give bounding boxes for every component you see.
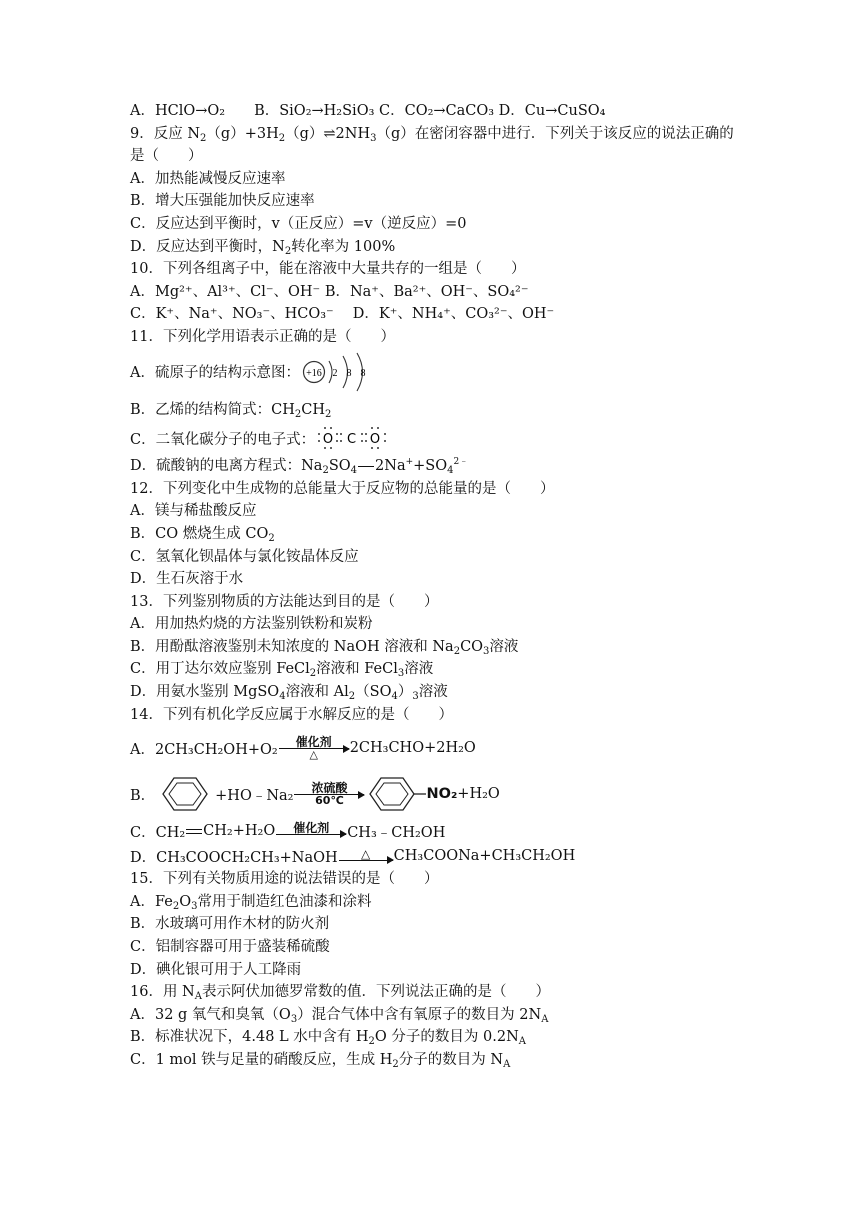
subscript: 2 [284,245,292,257]
q9-option-b: B．增大压强能加快反应速率 [130,193,315,210]
subscript: 2 [348,691,356,703]
sulfur-atom-diagram [302,351,382,393]
temperature-label: 60℃ [315,794,344,808]
q13-option-b [130,636,740,659]
q14-option-a [130,726,740,770]
subscript: 3 [370,132,377,144]
subscript: 2 [453,645,461,657]
heat-label: △ [309,748,318,762]
subscript: 2 [200,132,207,144]
q11c-text: C．二氧化碳分子的电子式： [130,431,316,448]
nucleus-label: +16 [306,367,322,379]
q13c-text: 溶液 [404,661,434,678]
q11-option-a [130,349,740,395]
q10-options-cd: C．K⁺、Na⁺、NO₃⁻、HCO₃⁻ D．K⁺、NH₄⁺、CO₃²⁻、OH⁻ [130,306,555,323]
q13b-text: CO [460,638,484,655]
subscript: 2 [278,132,286,144]
q15-option-b: B．水玻璃可用作木材的防火剂 [130,916,330,933]
q13c-text: 溶液和 FeCl [316,661,398,678]
q9d-text: 转化率为 100% [291,238,396,255]
options-line-q8: A．HClO→O₂ B．SiO₂→H₂SiO₃ C．CO₂→CaCO₃ D．Cu→CuSO₄ [130,103,606,119]
superscript: + [405,457,414,468]
q14c-right: CH₃﹣CH₂OH [347,824,446,841]
q9d-text: D．反应达到平衡时，N [130,238,285,255]
q13d-text: 溶液 [418,684,448,701]
q14c-left: CH₂+H₂O [203,823,276,840]
reaction-arrow [339,848,393,861]
q9-text: （g）⇌2NH [285,125,371,142]
arrow-line [294,794,364,795]
equals-bar [358,466,374,467]
subscript: 2 [294,408,302,420]
q13b-text: B．用酚酞溶液鉴别未知浓度的 NaOH 溶液和 Na [130,638,454,655]
subscript: 2 [322,465,329,477]
subscript: 3 [397,668,405,680]
q16c-text: C．1 mol 铁与足量的硝酸反应，生成 H [130,1052,393,1068]
catalyst-label: 浓硫酸 [311,781,348,796]
subscript: 3 [191,900,198,912]
q16a-text: ）混合气体中含有氧原子的数目为 2N [297,1006,542,1023]
q13d-text: （SO [355,684,392,701]
q13-option-a: A．用加热灼烧的方法鉴别铁粉和炭粉 [130,616,373,633]
q12-option-c: C．氢氧化钡晶体与氯化铵晶体反应 [130,548,359,565]
lewis-o-right: O [369,432,381,448]
subscript: A [518,1036,527,1048]
arrow-line [276,834,346,835]
benzene-ring-icon [161,774,209,814]
superscript: 2﹣ [453,457,469,468]
question-14: 14．下列有机化学反应属于水解反应的是（ ） [130,706,453,723]
subscript: 4 [350,465,358,477]
q12-option-a: A．镁与稀盐酸反应 [130,503,257,520]
q14c-left: C．CH₂ [130,824,186,841]
q14b-mid: +HO﹣Na₂ [215,787,294,804]
co2-electron-formula [315,426,389,450]
subscript: 2 [325,408,332,420]
subscript: 3 [290,1013,298,1025]
q14-option-d [130,844,740,868]
subscript: 4 [391,691,398,703]
subscript: 4 [279,691,286,703]
q9-option-a: A．加热能减慢反应速率 [130,170,286,187]
reaction-arrow [294,782,364,806]
q12-option-b [130,523,740,546]
nitrobenzene-ring-icon [368,774,426,814]
subscript: A [503,1059,511,1070]
q15-option-c: C．铝制容器可用于盛装稀硫酸 [130,939,330,956]
q15-option-d: D．碘化银可用于人工降雨 [130,961,302,978]
question-15: 15．下列有关物质用途的说法错误的是（ ） [130,871,439,888]
q10-options-ab: A．Mg²⁺、Al³⁺、Cl⁻、OH⁻ B．Na⁺、Ba²⁺、OH⁻、SO₄²⁻ [130,283,529,300]
q13-option-d [130,681,740,704]
subscript: 4 [447,465,454,477]
q16a-text: A．32 g 氧气和臭氧（O [130,1006,291,1023]
subscript: A [194,991,202,1003]
question-9 [130,123,740,146]
q11d-text: SO [328,458,351,475]
arrow-line [339,860,393,861]
document-page [130,100,740,1072]
lewis-c: C [347,432,357,448]
q15-option-a [130,891,740,914]
q11b-text: B．乙烯的结构简式：CH [130,401,295,418]
q16b-text: O 分子的数目为 0.2N [374,1029,519,1046]
q16c-text: 分子的数目为 N [398,1052,504,1068]
q13b-text: 溶液 [489,638,519,655]
q16-option-a [130,1004,740,1027]
q11d-text: 2Na [375,458,406,475]
arrow-line [279,748,349,749]
q11-option-d [130,455,740,478]
q11a-text: A．硫原子的结构示意图： [130,365,300,382]
subscript: 3 [483,645,490,657]
reaction-arrow [276,822,346,835]
question-12: 12．下列变化中生成物的总能量大于反应物的总能量的是（ ） [130,480,555,497]
q14d-left: D．CH₃COOCH₂CH₃+NaOH [130,849,338,866]
q14d-right: CH₃COONa+CH₃CH₂OH [393,848,576,865]
question-13: 13．下列鉴别物质的方法能达到目的是（ ） [130,593,439,610]
question-16 [130,981,740,1004]
q13-option-c [130,658,740,681]
q11-option-c [130,421,740,455]
q9-option-c: C．反应达到平衡时，v（正反应）=v（逆反应）=0 [130,215,467,232]
q13d-text: ） [397,684,413,701]
subscript: 2 [309,668,317,680]
q14-option-b [130,770,740,818]
q11d-text: +SO [413,458,448,475]
subscript: A [541,1013,549,1025]
shell-2-count: 8 [346,367,352,379]
subscript: 2 [368,1036,375,1048]
subscript: 3 [412,691,419,703]
q9-text: （g）在密闭容器中进行．下列关于该反应的说法正确的 [376,125,734,142]
q15a-text: O [179,893,192,910]
shell-1-count: 2 [332,367,338,379]
subscript: 2 [172,900,180,912]
q14-option-c [130,818,740,844]
q9-text: 9．反应 N [130,125,201,142]
q13c-text: C．用丁达尔效应鉴别 FeCl [130,661,310,678]
catalyst-label: 催化剂 [295,735,332,750]
q14b-right: +H₂O [457,786,500,803]
catalyst-label: 催化剂 [293,820,330,835]
q16-option-b [130,1026,740,1049]
q9-text: （g）+3H [206,125,279,142]
q16-text: 表示阿伏加德罗常数的值．下列说法正确的是（ ） [201,984,550,1001]
question-9-cont: 是（ ） [130,148,203,165]
q15a-text: 常用于制造红色油漆和涂料 [197,893,372,910]
question-10: 10．下列各组离子中，能在溶液中大量共存的一组是（ ） [130,261,526,278]
q15a-text: A．Fe [130,893,173,910]
q16-option-c [130,1049,740,1072]
nitro-group: NO₂ [426,786,458,803]
q11d-text: D．硫酸钠的电离方程式：Na [130,458,323,475]
q14b-label: B． [130,787,156,804]
q13d-text: 溶液和 Al [285,684,349,701]
question-11: 11．下列化学用语表示正确的是（ ） [130,328,395,345]
q9-option-d [130,236,740,259]
heat-label: △ [361,846,371,861]
q16-text: 16．用 N [130,984,195,1001]
subscript: 2 [392,1059,399,1070]
double-bond [186,829,202,834]
q11-option-b [130,399,740,422]
q11b-text: CH [301,401,326,418]
q14a-left: A．2CH₃CH₂OH+O₂ [130,741,278,758]
q14a-right: 2CH₃CHO+2H₂O [349,740,476,757]
subscript: 2 [268,532,275,544]
reaction-arrow [279,736,349,760]
q12b-text: B．CO 燃烧生成 CO [130,525,269,542]
q12-option-d: D．生石灰溶于水 [130,571,244,588]
lewis-o-left: O [322,432,334,448]
q16b-text: B．标准状况下，4.48 L 水中含有 H [130,1029,369,1046]
q13d-text: D．用氨水鉴别 MgSO [130,684,280,701]
shell-3-count: 8 [360,367,366,379]
